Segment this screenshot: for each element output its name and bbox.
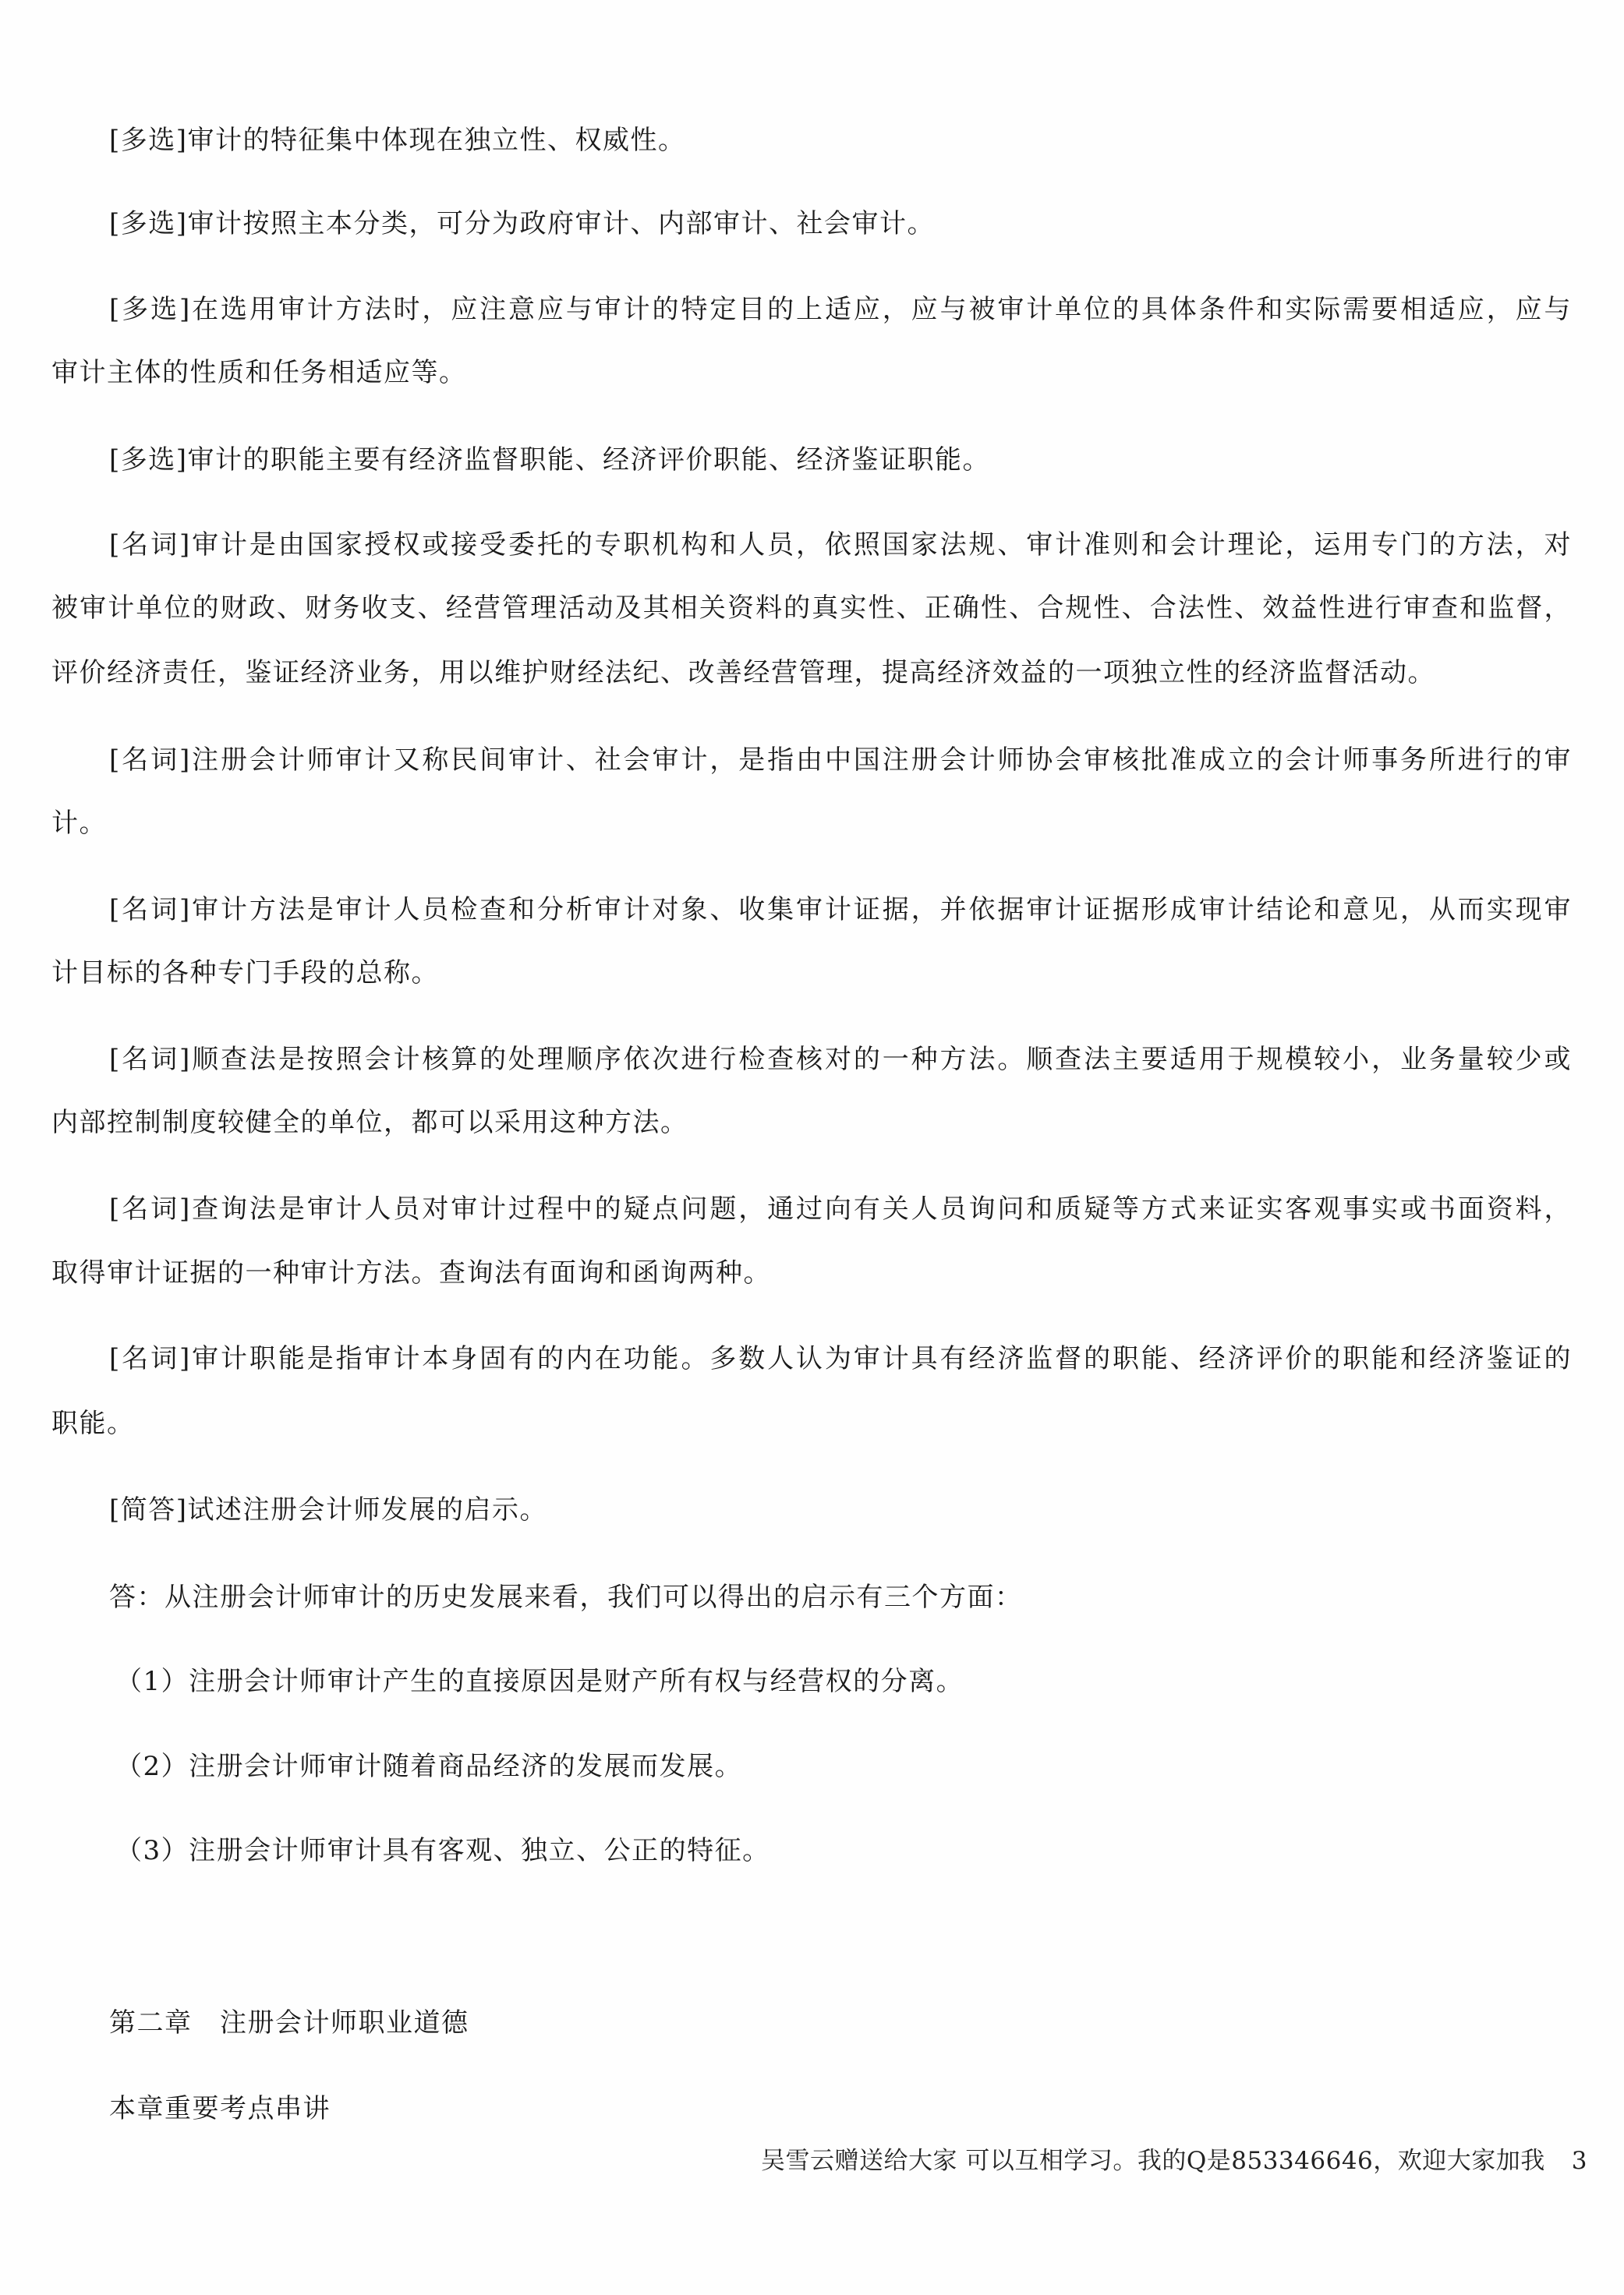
paragraph-multi-choice-2: [多选]审计按照主本分类，可分为政府审计、内部审计、社会审计。 [109, 208, 936, 239]
paragraph-short-answer-question: [简答]试述注册会计师发展的启示。 [109, 1494, 548, 1526]
paragraph-multi-choice-1: [多选]审计的特征集中体现在独立性、权威性。 [109, 125, 686, 156]
chapter-heading: 第二章 注册会计师职业道德 [109, 2007, 469, 2039]
page-footer [761, 2145, 1587, 2177]
list-item-3: （3）注册会计师审计具有客观、独立、公正的特征。 [115, 1835, 770, 1866]
paragraph-term-audit-line-3: 评价经济责任，鉴证经济业务，用以维护财经法纪、改善经营管理，提高经济效益的一项独立性的经济监督活动。 [51, 657, 1435, 688]
paragraph-term-audit-line-2: 被审计单位的财政、财务收支、经营管理活动及其相关资料的真实性、正确性、合规性、合法性、效益性进行审查和监督， [51, 592, 1572, 624]
paragraph-term-inquiry-line-2: 取得审计证据的一种审计方法。查询法有面询和函询两种。 [51, 1257, 771, 1289]
paragraph-term-audit-method-line-1: [名词]审计方法是审计人员检查和分析审计对象、收集审计证据，并依据审计证据形成审计结论和意见，从而实现审 [109, 894, 1572, 925]
footer-text: 吴雪云赠送给大家 可以互相学习。我的Q是853346646，欢迎大家加我 [761, 2147, 1545, 2175]
list-item-1: （1）注册会计师审计产生的直接原因是财产所有权与经营权的分离。 [115, 1666, 964, 1697]
paragraph-term-audit-line-1: [名词]审计是由国家授权或接受委托的专职机构和人员，依照国家法规、审计准则和会计理论，运用专门的方法，对 [109, 529, 1572, 560]
paragraph-term-audit-method-line-2: 计目标的各种专门手段的总称。 [51, 957, 439, 988]
paragraph-term-audit-function-line-1: [名词]审计职能是指审计本身固有的内在功能。多数人认为审计具有经济监督的职能、经济评价的职能和经济鉴证的 [109, 1343, 1572, 1374]
paragraph-term-cpa-audit-line-1: [名词]注册会计师审计又称民间审计、社会审计，是指由中国注册会计师协会审核批准成立的会计师事务所进行的审 [109, 744, 1572, 776]
paragraph-multi-choice-3-line-1: [多选]在选用审计方法时，应注意应与审计的特定目的上适应，应与被审计单位的具体条件和实际需要相适应，应与 [109, 294, 1572, 325]
paragraph-term-audit-function-line-2: 职能。 [51, 1408, 135, 1439]
paragraph-term-cpa-audit-line-2: 计。 [51, 808, 107, 839]
paragraph-term-forward-check-line-1: [名词]顺查法是按照会计核算的处理顺序依次进行检查核对的一种方法。顺查法主要适用于规模较小，业务量较少或 [109, 1044, 1572, 1075]
page-number: 3 [1571, 2147, 1588, 2175]
section-heading: 本章重要考点串讲 [109, 2093, 331, 2124]
paragraph-multi-choice-4: [多选]审计的职能主要有经济监督职能、经济评价职能、经济鉴证职能。 [109, 444, 991, 476]
list-item-2: （2）注册会计师审计随着商品经济的发展而发展。 [115, 1751, 743, 1782]
paragraph-term-forward-check-line-2: 内部控制制度较健全的单位，都可以采用这种方法。 [51, 1107, 688, 1138]
paragraph-term-inquiry-line-1: [名词]查询法是审计人员对审计过程中的疑点问题，通过向有关人员询问和质疑等方式来证实客观事实或书面资料， [109, 1193, 1572, 1225]
paragraph-multi-choice-3-line-2: 审计主体的性质和任务相适应等。 [51, 357, 467, 388]
paragraph-short-answer-intro: 答：从注册会计师审计的历史发展来看，我们可以得出的启示有三个方面： [109, 1582, 1023, 1613]
